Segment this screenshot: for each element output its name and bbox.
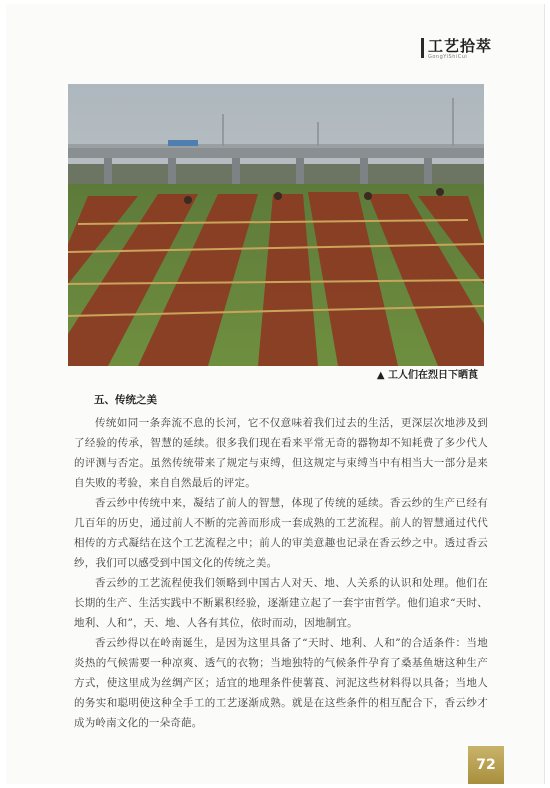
paragraph: 香云纱中传统中来，凝结了前人的智慧，体现了传统的延续。香云纱的生产已经有几百年的历史，通过前人不断的完善而形成一套成熟的工艺流程。前人的智慧通过代代相传的方式凝结在这个工艺流程之中；前人的审美意趣也记录在香云纱之中。透过香云纱，我们可以感受到中国文化的传统之美。 xyxy=(74,497,488,569)
page xyxy=(6,4,545,784)
logo-bar xyxy=(421,38,424,58)
magazine-logo xyxy=(421,38,492,60)
drying-field-photo xyxy=(68,84,484,366)
paragraph: 香云纱的工艺流程使我们领略到中国古人对天、地、人关系的认识和处理。他们在长期的生产、生活实践中不断累积经验，逐渐建立起了一套宇宙哲学。他们追求“天时、地利、人和”，天、地、人各有其位，依时而动，因地制宜。 xyxy=(74,577,488,629)
drying-field-illustration xyxy=(68,84,484,366)
logo-text-block xyxy=(428,38,492,60)
paragraph: 香云纱得以在岭南诞生，是因为这里具备了“天时、地利、人和”的合适条件：当地炎热的气候需要一种凉爽、透气的衣物；当地独特的气候条件孕育了桑基鱼塘这种生产方式，使这里成为丝绸产区；适宜的地理条件使薯莨、河泥这些材料得以具备；当地人的务实和聪明使这种全手工的工艺逐渐成熟。就是在这些条件的相互配合下，香云纱才成为岭南文化的一朵奇葩。 xyxy=(74,637,488,729)
logo-subtitle: GongYiShiCui xyxy=(427,54,468,60)
section-title: 五、传统之美 xyxy=(94,394,157,406)
paragraph: 传统如同一条奔流不息的长河，它不仅意味着我们过去的生活，更深层次地涉及到了经验的传承，智慧的延续。很多我们现在看来平常无奇的器物却不知耗费了多少代人的评测与否定。虽然传统带来了规定与束缚，但这规定与束缚当中有相当大一部分是来自失败的考验，来自自然最后的评定。 xyxy=(74,417,488,489)
photo-caption: ▲ 工人们在烈日下晒莨 xyxy=(376,370,478,381)
logo-title: 工艺拾萃 xyxy=(427,37,492,55)
page-number: 72 xyxy=(468,746,504,784)
article-body xyxy=(74,392,488,733)
